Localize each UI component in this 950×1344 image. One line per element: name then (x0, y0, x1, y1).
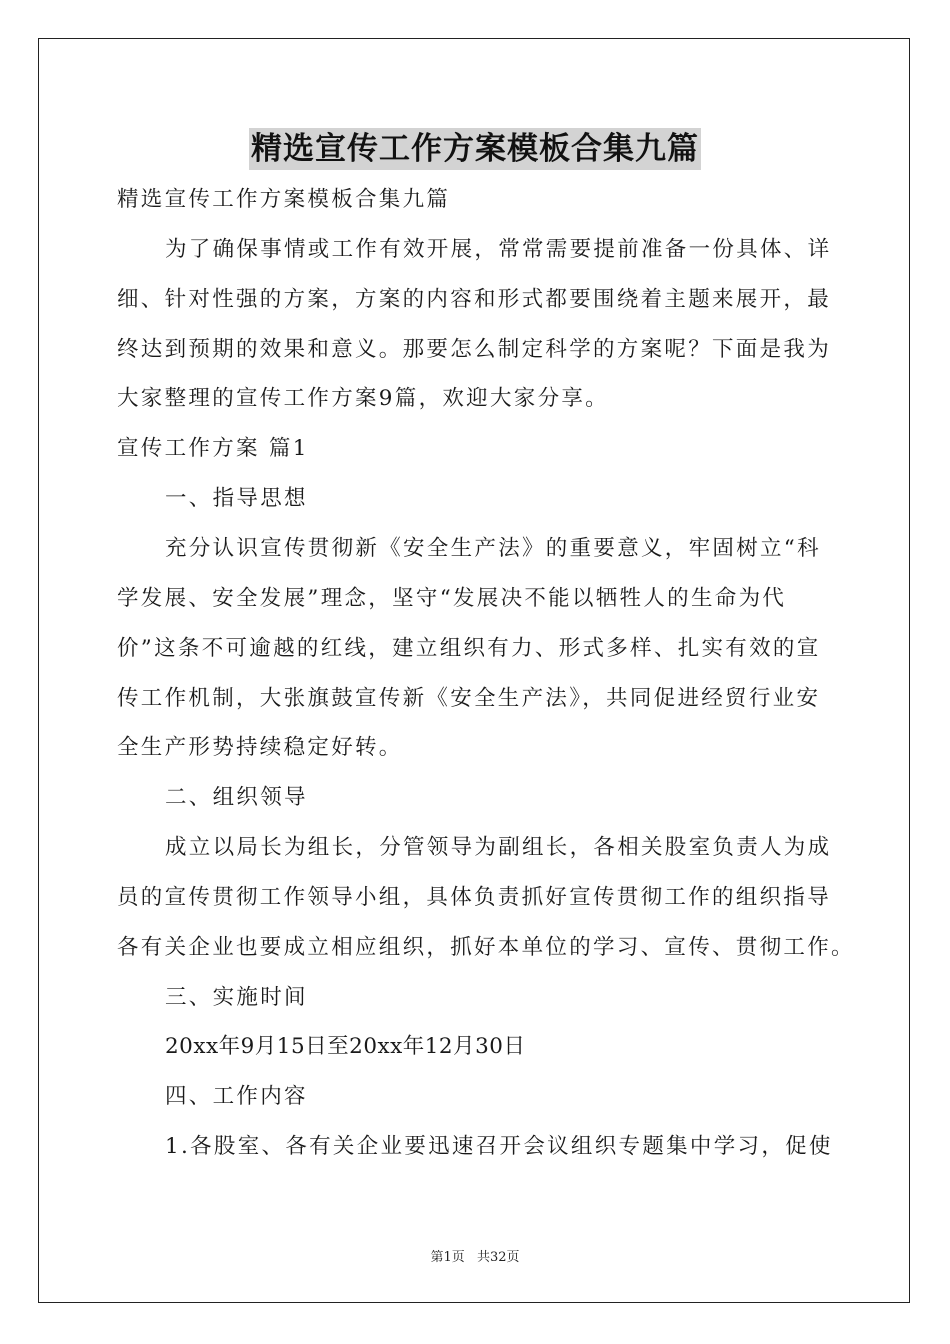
paragraph-line: 20xx年9月15日至20xx年12月30日 (165, 1034, 526, 1059)
paragraph-line: 价”这条不可逾越的红线，建立组织有力、形式多样、扎实有效的宣 (117, 636, 821, 661)
paragraph-line: 学发展、安全发展”理念，坚守“发展决不能以牺牲人的生命为代 (117, 586, 787, 611)
paragraph-line: 传工作机制，大张旗鼓宣传新《安全生产法》，共同促进经贸行业安 (117, 686, 821, 711)
paragraph-line: 为了确保事情或工作有效开展，常常需要提前准备一份具体、详 (165, 237, 832, 262)
paragraph-line: 成立以局长为组长，分管领导为副组长，各相关股室负责人为成 (165, 835, 832, 860)
page-border (38, 38, 910, 1303)
paragraph-line: 员的宣传贯彻工作领导小组，具体负责抓好宣传贯彻工作的组织指导 (117, 885, 832, 910)
paragraph-line: 全生产形势持续稳定好转。 (117, 735, 403, 760)
document-subtitle: 精选宣传工作方案模板合集九篇 (117, 187, 451, 212)
paragraph-line: 终达到预期的效果和意义。那要怎么制定科学的方案呢？下面是我为 (117, 337, 832, 362)
paragraph-line: 细、针对性强的方案，方案的内容和形式都要围绕着主题来展开，最 (117, 287, 832, 312)
page-total: 共32页 (476, 1250, 520, 1265)
subsection-heading: 四、工作内容 (165, 1084, 308, 1109)
paragraph-line: 充分认识宣传贯彻新《安全生产法》的重要意义，牢固树立“科 (165, 536, 821, 561)
paragraph-line: 各有关企业也要成立相应组织，抓好本单位的学习、宣传、贯彻工作。 (117, 935, 855, 960)
section-heading: 宣传工作方案 篇1 (117, 436, 309, 461)
page-number: 第1页 (430, 1250, 465, 1265)
subsection-heading: 一、指导思想 (165, 486, 308, 511)
paragraph-line: 1.各股室、各有关企业要迅速召开会议组织专题集中学习，促使 (165, 1134, 833, 1159)
page-footer (0, 1246, 950, 1265)
subsection-heading: 二、组织领导 (165, 785, 308, 810)
paragraph-line: 大家整理的宣传工作方案9篇，欢迎大家分享。 (117, 386, 609, 411)
title-container (0, 128, 950, 170)
document-title: 精选宣传工作方案模板合集九篇 (249, 128, 701, 170)
subsection-heading: 三、实施时间 (165, 985, 308, 1010)
